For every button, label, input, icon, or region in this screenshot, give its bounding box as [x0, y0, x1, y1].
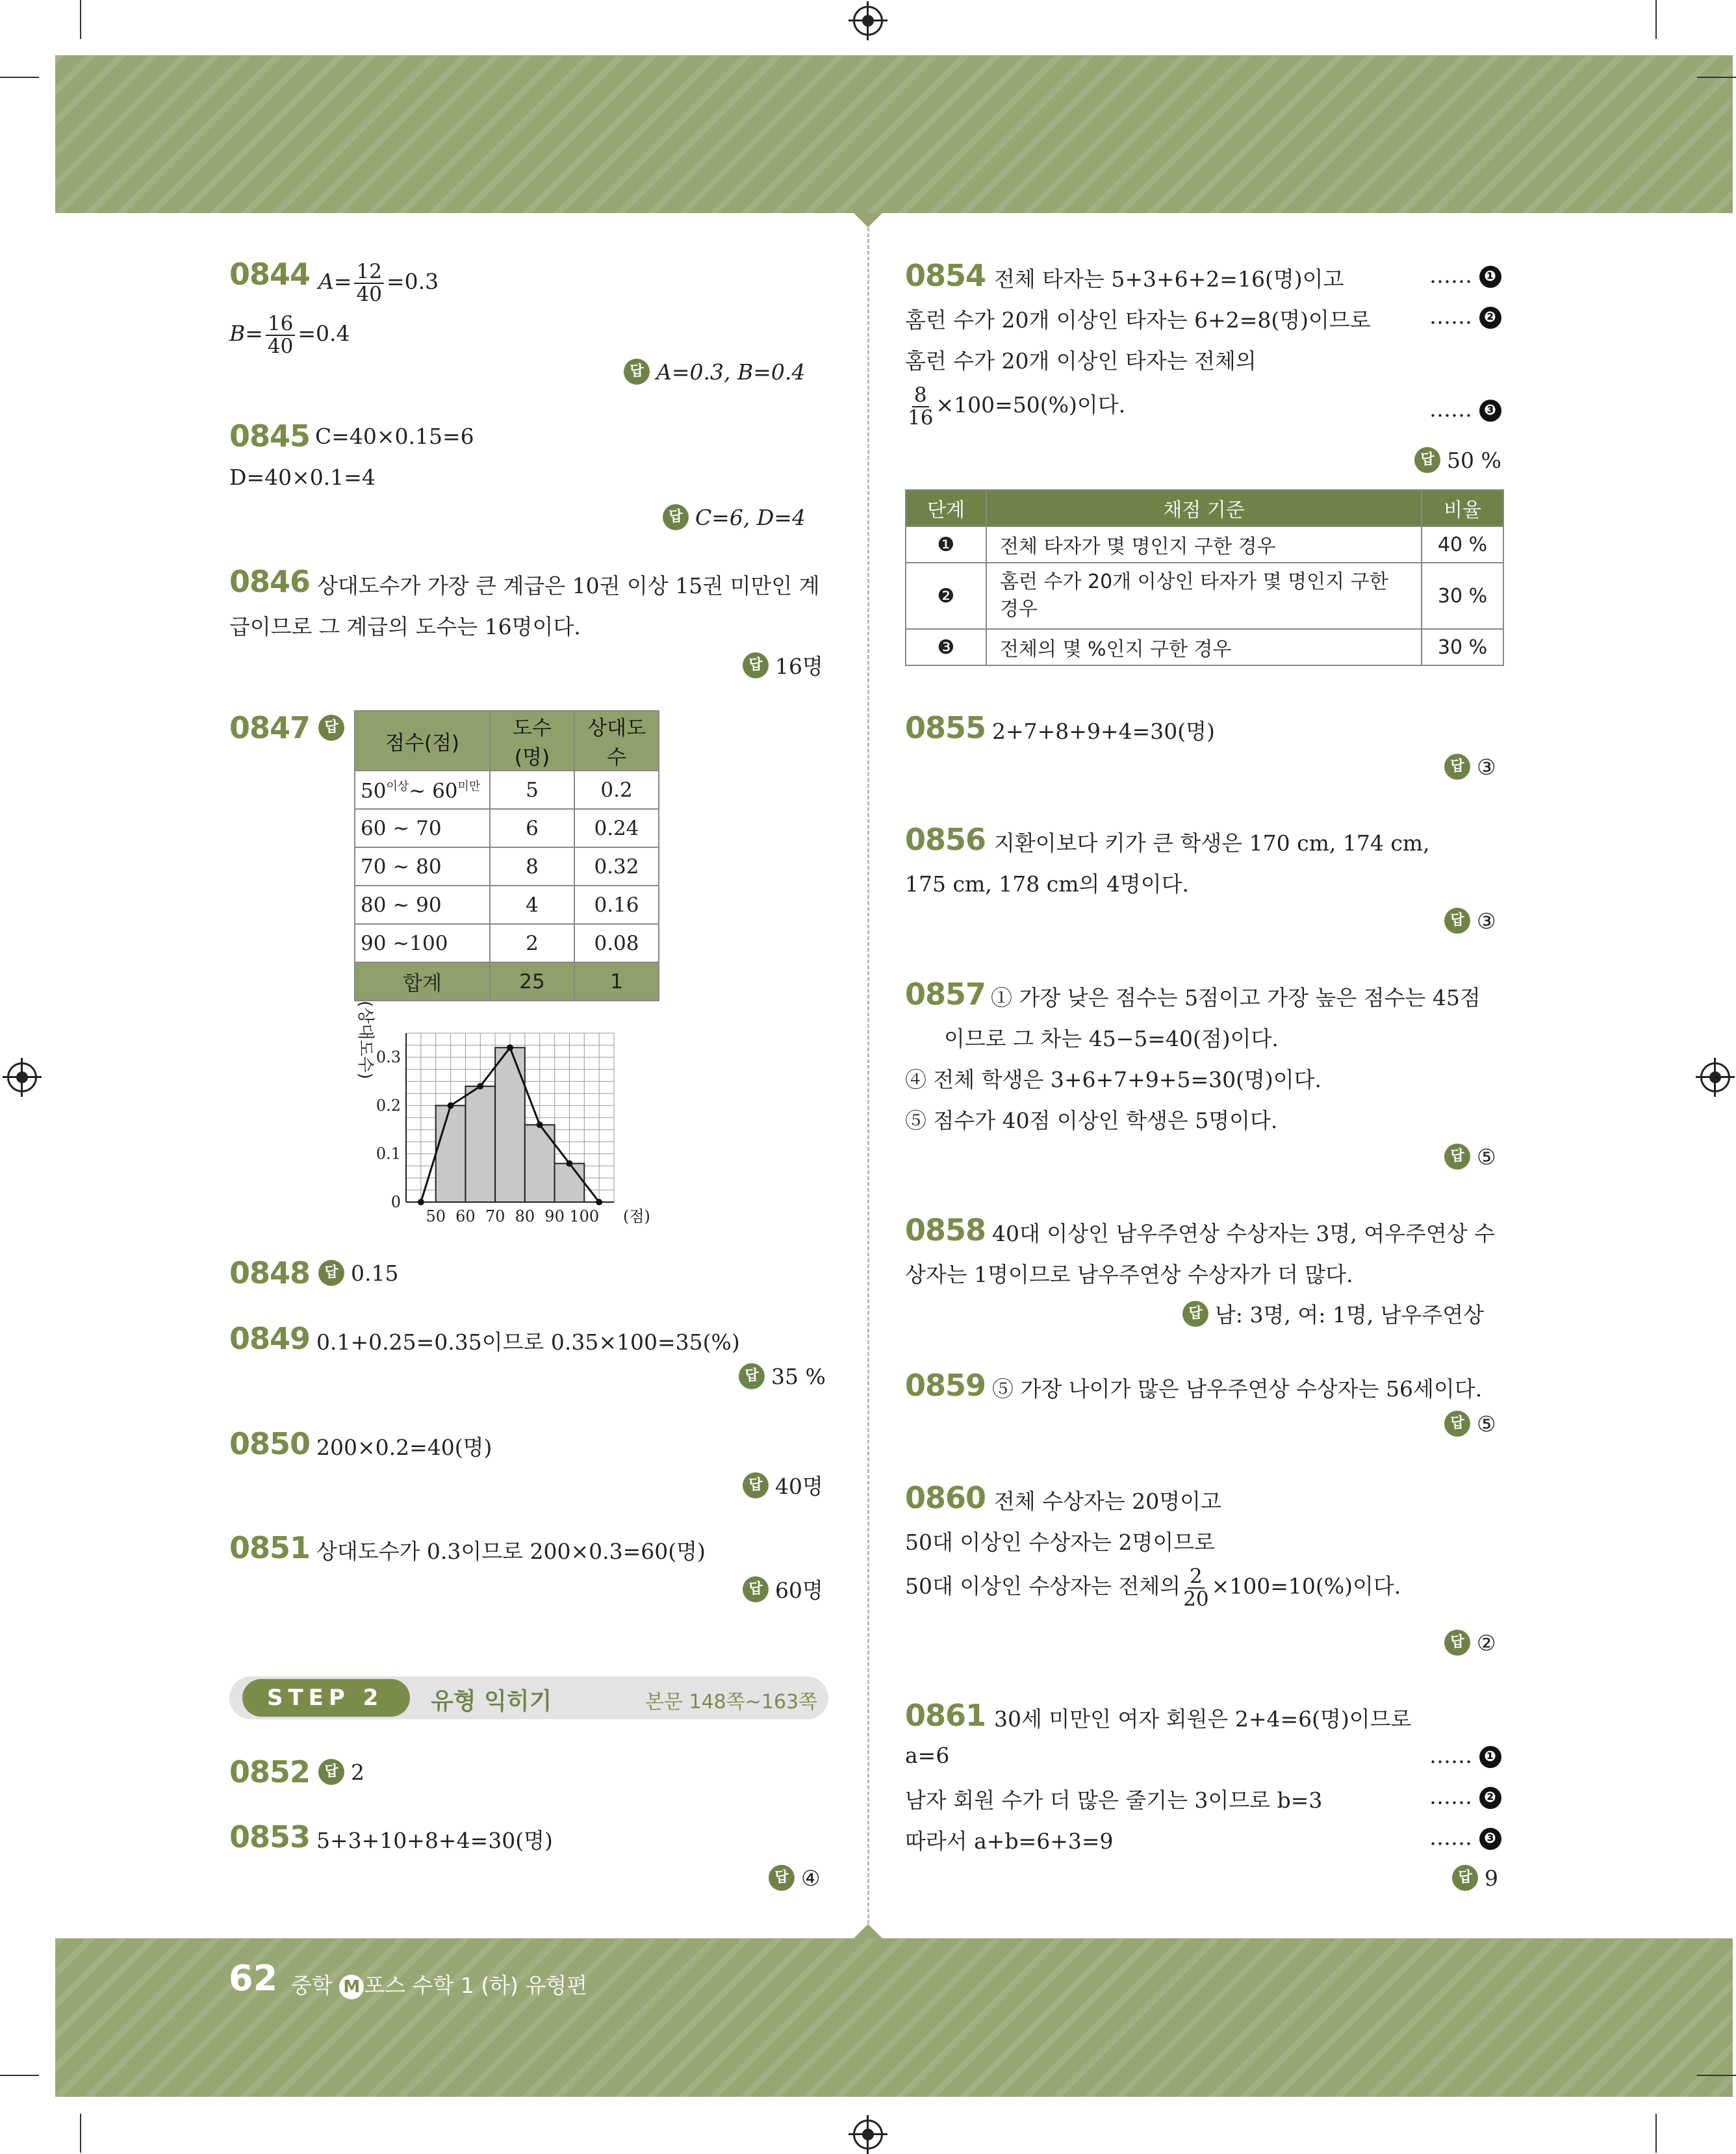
histogram-bar — [465, 1086, 495, 1202]
answer: 답 2 — [318, 1759, 364, 1785]
solution-line: 급이므로 그 계급의 도수는 16명이다. — [229, 614, 581, 639]
table-cell: 40 % — [1422, 526, 1503, 563]
problem-number: 0850 — [229, 1426, 311, 1461]
crop-mark — [1697, 2075, 1736, 2076]
solution-line: 0.1+0.25=0.35이므로 0.35×100=35(%) — [316, 1329, 740, 1355]
frequency-table — [354, 710, 659, 1001]
answer: 답 ③ — [1444, 908, 1496, 934]
table-cell: 합계 — [355, 962, 490, 1001]
table-cell: 5 — [490, 771, 574, 809]
answer-badge-icon: 답 — [1444, 1411, 1470, 1437]
solution-line: 50대 이상인 수상자는 2명이므로 — [905, 1530, 1215, 1555]
crop-mark — [1655, 2114, 1657, 2153]
solution-line: B= $\frac{16}{40}$ =0.4 — [229, 312, 350, 358]
table-cell: ❷ — [906, 563, 986, 629]
table-cell: 25 — [490, 962, 574, 1001]
problem-number: 0845 — [229, 418, 311, 454]
page-number: 62 — [229, 1958, 278, 1999]
solution-line: 2+7+8+9+4=30(명) — [992, 719, 1215, 744]
table-cell: 2 — [490, 924, 574, 962]
solution-line: 홈런 수가 20개 이상인 타자는 6+2=8(명)이므로 — [905, 307, 1371, 333]
answer-badge-icon: 답 — [1452, 1865, 1478, 1891]
column-divider — [867, 227, 869, 1924]
crop-mark — [0, 77, 39, 78]
table-row — [355, 886, 659, 924]
step-marker: …… ❶ — [1429, 1743, 1501, 1768]
x-tick-label: 90 — [544, 1207, 565, 1225]
table-cell: 0.16 — [574, 886, 659, 924]
solution-line: $\frac{8}{16}$ ×100=50(%)이다. — [908, 383, 1126, 430]
table-cell: ❶ — [906, 526, 986, 563]
solution-line: A= $\frac{12}{40}$ =0.3 — [318, 260, 439, 306]
table-header: 채점 기준 — [986, 490, 1422, 526]
fraction: $\frac{12}{40}$ — [354, 261, 383, 305]
registration-mark-icon — [853, 6, 883, 36]
table-header: 점수(점) — [355, 711, 490, 771]
table-header: 비율 — [1422, 490, 1503, 526]
answer-badge-icon: 답 — [743, 1576, 769, 1602]
solution-line: 30세 미만인 여자 회원은 2+4=6(명)이므로 — [994, 1706, 1412, 1732]
answer: 답 ③ — [1444, 754, 1496, 780]
answer-badge-icon: 답 — [318, 1759, 344, 1785]
x-tick-label: 100 — [569, 1207, 600, 1225]
crop-mark — [80, 0, 81, 39]
answer: 답 ④ — [769, 1865, 821, 1891]
solution-line: a=6 — [905, 1743, 950, 1768]
problem-number: 0853 — [229, 1819, 311, 1854]
answer-badge-icon: 답 — [1444, 754, 1470, 780]
crop-mark — [0, 2075, 39, 2076]
y-tick-label: 0.3 — [376, 1048, 401, 1067]
answer: 답 50 % — [1414, 447, 1501, 473]
table-cell: 30 % — [1422, 629, 1503, 665]
registration-mark-icon — [1700, 1062, 1730, 1092]
answer-badge-icon: 답 — [743, 652, 769, 678]
x-tick-label: 60 — [455, 1207, 476, 1225]
answer-badge-icon: 답 — [1414, 447, 1440, 473]
y-tick-label: 0.2 — [376, 1096, 401, 1115]
answer — [318, 715, 351, 741]
polygon-point — [448, 1102, 454, 1109]
answer: 답 16명 — [743, 650, 823, 680]
answer: 답 9 — [1452, 1865, 1498, 1891]
crop-mark — [80, 2114, 81, 2153]
problem-number: 0855 — [905, 710, 986, 745]
solution-line: 상대도수가 0.3이므로 200×0.3=60(명) — [316, 1539, 706, 1564]
top-notch — [854, 213, 882, 227]
histogram-chart — [344, 994, 656, 1228]
table-cell: 0.32 — [574, 847, 659, 886]
step-marker: …… ❷ — [1429, 1784, 1501, 1809]
table-row — [355, 847, 659, 886]
answer-badge-icon: 답 — [1444, 1144, 1470, 1170]
step-marker: …… ❸ — [1429, 396, 1501, 422]
polygon-point — [507, 1044, 513, 1051]
table-header: 도수(명) — [490, 711, 574, 771]
problem-number: 0856 — [905, 822, 986, 857]
problem-number: 0848 — [229, 1255, 311, 1290]
fraction: $\frac{8}{16}$ — [908, 383, 934, 430]
x-tick-label: 50 — [426, 1207, 446, 1225]
problem-number: 0846 — [229, 564, 311, 599]
table-row — [355, 771, 659, 809]
solution-line: 상대도수가 가장 큰 계급은 10권 이상 15권 미만인 계 — [317, 573, 820, 598]
solution-line: 전체 타자는 5+3+6+2=16(명)이고 — [994, 266, 1344, 292]
solution-line: ① 가장 낮은 점수는 5점이고 가장 높은 점수는 45점 — [991, 985, 1481, 1010]
answer-badge-icon: 답 — [663, 504, 689, 530]
table-cell: $50^{이상}\sim$ $60^{미만}$ — [355, 771, 490, 809]
answer: 답 ⑤ — [1444, 1144, 1496, 1170]
problem-number: 0861 — [905, 1698, 986, 1733]
answer: 답 남: 3명, 여: 1명, 남우주연상 — [1182, 1298, 1484, 1329]
step-marker: …… ❸ — [1429, 1825, 1501, 1850]
table-header: 상대도수 — [574, 711, 659, 771]
table-row — [355, 924, 659, 962]
solution-line: ⑤ 가장 나이가 많은 남우주연상 수상자는 56세이다. — [992, 1376, 1483, 1402]
x-axis-unit: (점) — [623, 1207, 650, 1225]
step-marker: …… ❷ — [1429, 303, 1501, 329]
histogram-bar — [436, 1105, 466, 1202]
brand-logo-icon: M — [339, 1975, 364, 1999]
answer: 답 ⑤ — [1444, 1411, 1496, 1437]
solution-line: 이므로 그 차는 45−5=40(점)이다. — [944, 1026, 1279, 1051]
answer: 답 35 % — [739, 1363, 826, 1389]
answer-badge-icon: 답 — [1182, 1301, 1208, 1327]
table-header: 단계 — [906, 490, 986, 526]
fraction: $\frac{2}{20}$ — [1183, 1565, 1209, 1611]
step-reference: 본문 148쪽~163쪽 — [645, 1691, 818, 1713]
solution-line: D=40×0.1=4 — [229, 465, 376, 490]
step-banner — [229, 1676, 828, 1719]
solution-line: 50대 이상인 수상자는 전체의 $\frac{2}{20}$ ×100=10(%)이다. — [905, 1565, 1401, 1611]
answer-badge-icon: 답 — [739, 1363, 765, 1389]
polygon-point — [596, 1199, 602, 1205]
solution-line: 남자 회원 수가 더 많은 줄기는 3이므로 b=3 — [905, 1788, 1323, 1813]
problem-number: 0854 — [905, 258, 986, 293]
answer: 답 60명 — [743, 1574, 823, 1604]
problem-number: 0860 — [905, 1480, 986, 1515]
crop-mark — [1697, 77, 1736, 78]
problem-number: 0849 — [229, 1321, 311, 1356]
solution-line: 200×0.2=40(명) — [316, 1435, 492, 1460]
answer: 답 40명 — [743, 1470, 823, 1500]
step-marker: …… ❶ — [1429, 263, 1501, 288]
polygon-point — [566, 1160, 572, 1167]
solution-line: ④ 전체 학생은 3+6+7+9+5=30(명)이다. — [905, 1067, 1321, 1092]
step-title: 유형 익히기 — [431, 1688, 552, 1715]
table-cell: 4 — [490, 886, 574, 924]
top-band — [55, 55, 1733, 213]
polygon-point — [477, 1083, 483, 1090]
solution-line: ⑤ 점수가 40점 이상인 학생은 5명이다. — [905, 1108, 1278, 1133]
table-cell: 70 ~ 80 — [355, 847, 490, 886]
registration-mark-icon — [7, 1062, 37, 1092]
histogram-bar — [555, 1164, 585, 1202]
histogram-bar — [525, 1125, 555, 1202]
problem-number: 0858 — [905, 1212, 986, 1248]
table-cell: 0.08 — [574, 924, 659, 962]
table-cell: 60 ~ 70 — [355, 809, 490, 847]
x-tick-label: 70 — [485, 1207, 505, 1225]
table-cell: 0.24 — [574, 809, 659, 847]
answer-badge-icon: 답 — [1444, 1630, 1470, 1656]
step-label: STEP 2 — [242, 1679, 410, 1717]
polygon-point — [418, 1199, 424, 1205]
bottom-notch — [854, 1924, 882, 1938]
answer-badge-icon: 답 — [1444, 908, 1470, 934]
grading-table — [905, 489, 1504, 666]
problem-number: 0847 — [229, 710, 311, 745]
table-cell: 8 — [490, 847, 574, 886]
solution-line: 홈런 수가 20개 이상인 타자는 전체의 — [905, 348, 1257, 374]
bottom-band — [55, 1938, 1733, 2097]
x-tick-label: 80 — [515, 1207, 535, 1225]
solution-line: 전체 수상자는 20명이고 — [994, 1489, 1221, 1514]
table-cell: ❸ — [906, 629, 986, 665]
answer-badge-icon: 답 — [743, 1472, 769, 1498]
table-cell: 0.2 — [574, 771, 659, 809]
table-cell: 전체 타자가 몇 명인지 구한 경우 — [986, 526, 1422, 563]
table-cell: 90 ~100 — [355, 924, 490, 962]
answer-badge-icon: 답 — [318, 715, 344, 741]
table-cell: 6 — [490, 809, 574, 847]
book-title: 중학 M 포스 수학 1 (하) 유형편 — [291, 1973, 587, 1998]
table-row — [906, 563, 1503, 629]
solution-line: 지환이보다 키가 큰 학생은 170 cm, 174 cm, — [994, 830, 1430, 856]
solution-line: 상자는 1명이므로 남우주연상 수상자가 더 많다. — [905, 1262, 1353, 1287]
problem-number: 0852 — [229, 1754, 311, 1789]
table-cell: 1 — [574, 962, 659, 1001]
answer-badge-icon: 답 — [318, 1260, 344, 1286]
solution-line: 175 cm, 178 cm의 4명이다. — [905, 871, 1189, 897]
y-tick-label: 0.1 — [376, 1144, 401, 1163]
crop-mark — [1655, 0, 1657, 39]
problem-number: 0859 — [905, 1368, 986, 1403]
answer-badge-icon: 답 — [769, 1865, 795, 1891]
answer: 답 A=0.3, B=0.4 — [624, 359, 805, 385]
table-cell: 80 ~ 90 — [355, 886, 490, 924]
table-cell: 홈런 수가 20개 이상인 타자가 몇 명인지 구한 경우 — [986, 563, 1422, 629]
problem-number: 0844 — [229, 257, 311, 292]
table-cell: 전체의 몇 %인지 구한 경우 — [986, 629, 1422, 665]
registration-mark-icon — [853, 2120, 883, 2149]
answer: 답 ② — [1444, 1630, 1496, 1656]
y-axis-label: (상대도수) — [355, 1001, 375, 1079]
solution-line: 5+3+10+8+4=30(명) — [316, 1828, 553, 1853]
answer-badge-icon: 답 — [624, 359, 650, 385]
table-row — [906, 629, 1503, 665]
y-tick-label: 0 — [390, 1193, 401, 1211]
histogram-bar — [495, 1047, 525, 1202]
table-cell: 30 % — [1422, 563, 1503, 629]
problem-number: 0851 — [229, 1530, 311, 1565]
table-row — [906, 526, 1503, 563]
fraction: $\frac{16}{40}$ — [266, 313, 295, 357]
solution-line: C=40×0.15=6 — [315, 424, 474, 449]
answer: 답 0.15 — [318, 1260, 398, 1286]
problem-number: 0857 — [905, 977, 986, 1012]
solution-line: 따라서 a+b=6+3=9 — [905, 1828, 1114, 1854]
table-row — [355, 809, 659, 847]
answer: 답 C=6, D=4 — [663, 504, 806, 530]
polygon-point — [537, 1122, 543, 1128]
solution-line: 40대 이상인 남우주연상 수상자는 3명, 여우주연상 수 — [992, 1221, 1495, 1246]
